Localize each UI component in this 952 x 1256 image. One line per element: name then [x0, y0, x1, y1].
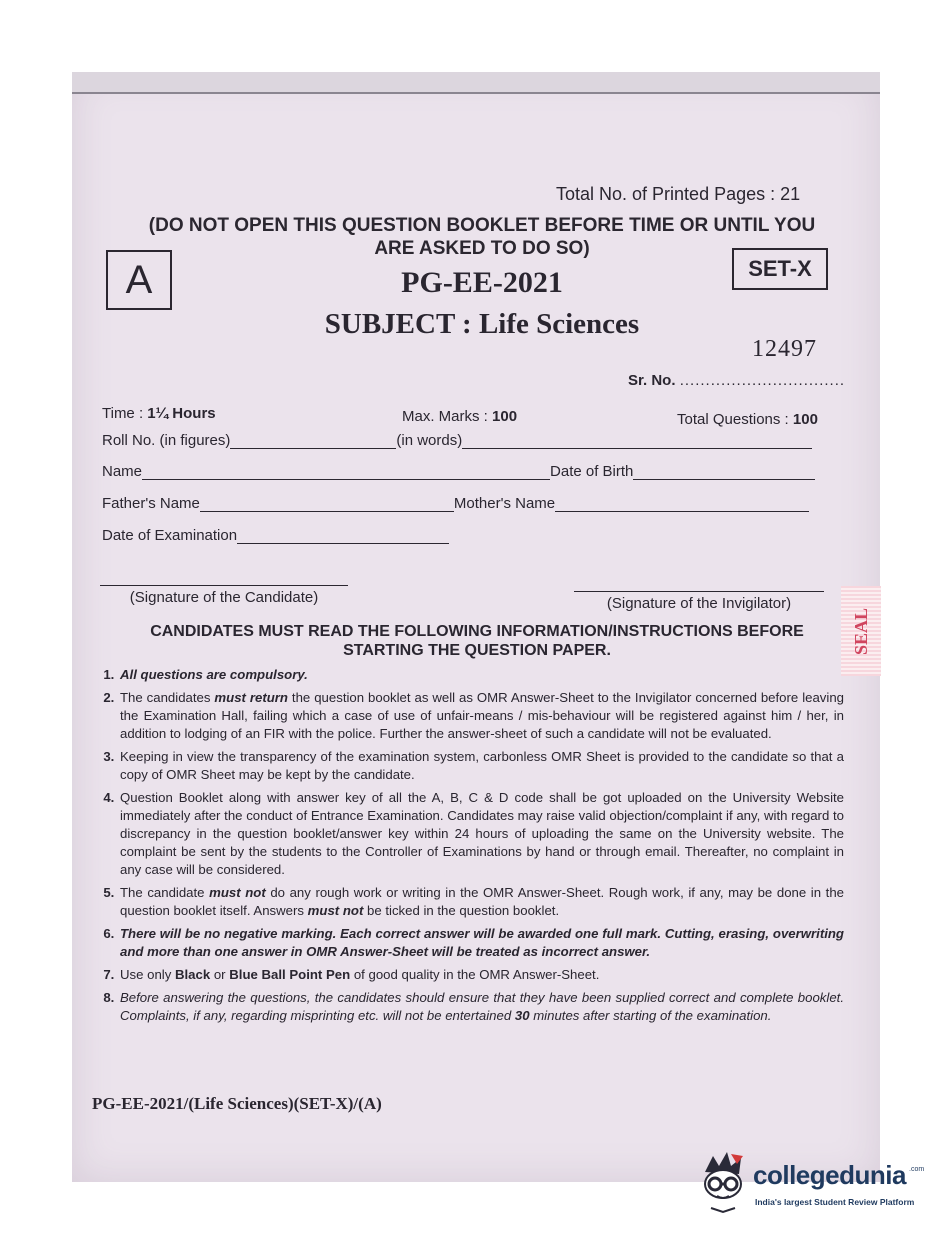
warning-line-2: ARE ASKED TO DO SO)	[374, 238, 590, 259]
total-questions-label: Total Questions :	[677, 411, 793, 428]
instructions-heading	[102, 622, 852, 660]
exam-date-field	[102, 527, 449, 544]
seal-stamp: SEAL	[841, 586, 881, 676]
instruction-5-d: must not	[307, 903, 364, 918]
roll-figures-label: Roll No. (in figures)	[102, 432, 231, 449]
roll-number-field	[102, 432, 828, 449]
instruction-7-e: of good quality in the OMR Answer-Sheet.	[350, 967, 600, 982]
father-label: Father's Name	[102, 495, 200, 512]
top-band	[72, 72, 880, 94]
instruction-4: 4. Question Booklet along with answer key of all the A, B, C & D code shall be got uploaded on the University Website immediately after the conduct of Entrance Examination. Candidates may raise valid objection/complaint if any, with regard to discrepancy in the question booklet/answer key within 24 hours of uploading the same on the University website. The complaint be sent by the students to the Controller of Examinations by hand or through email. Thereafter, no complaint in any case will be considered.	[118, 789, 844, 879]
instructions-heading-line-1: CANDIDATES MUST READ THE FOLLOWING INFORMATION/INSTRUCTIONS BEFORE	[150, 623, 804, 640]
instruction-6-text: There will be no negative marking. Each correct answer will be awarded one full mark. Cutting, erasing, overwriting and more than one answer in OMR Answer-Sheet will be treated as incorrect answer.	[120, 926, 844, 959]
instruction-5	[118, 884, 844, 920]
parents-field	[102, 495, 828, 512]
instruction-8-c: minutes after starting of the examination.	[529, 1008, 772, 1023]
sr-no	[628, 372, 845, 389]
sr-no-dots: ................................	[679, 372, 846, 389]
exam-date-line[interactable]	[237, 529, 449, 544]
instruction-1-text: All questions are compulsory.	[120, 667, 308, 682]
max-marks-field	[402, 408, 517, 425]
max-marks-value: 100	[492, 408, 518, 425]
instruction-7-a: Use only	[120, 967, 175, 982]
instruction-7-b: Black	[174, 967, 211, 982]
name-field	[102, 463, 828, 480]
question-booklet-page	[72, 72, 880, 1182]
instruction-1	[118, 666, 844, 684]
booklet-code-box: A	[106, 250, 172, 310]
father-line[interactable]	[200, 497, 454, 512]
brand-com: .com	[909, 1166, 925, 1173]
time-value: 1¼ Hours	[147, 405, 216, 422]
exam-title: PG-EE-2021	[401, 266, 563, 299]
instruction-2-c: the question booklet as well as OMR Answer-Sheet to the Invigilator concerned before leaving the Examination Hall, failing which a case of use of unfair-means / mis-behaviour will be registered against him / her, in addition to lodging of an FIR with the police. Further the answer-sheet of such a candidate will not be evaluated.	[120, 690, 844, 741]
collegedunia-watermark	[697, 1150, 927, 1220]
exam-date-label: Date of Examination	[102, 527, 238, 544]
dob-label: Date of Birth	[550, 463, 634, 480]
roll-words-line[interactable]	[462, 434, 812, 449]
candidate-signature[interactable]	[100, 585, 348, 606]
invigilator-signature[interactable]	[574, 591, 824, 612]
instruction-8	[118, 989, 844, 1025]
roll-words-label: (in words)	[396, 432, 463, 449]
instruction-2	[118, 689, 844, 743]
mother-label: Mother's Name	[453, 495, 556, 512]
instruction-5-c: do any rough work or writing in the OMR Answer-Sheet. Rough work, if any, may be done in the question booklet itself. Answers	[120, 885, 844, 918]
time-label: Time :	[102, 405, 148, 422]
candidate-signature-label: (Signature of the Candidate)	[129, 589, 319, 606]
instruction-3: 3. Keeping in view the transparency of the examination system, carbonless OMR Sheet is provided to the candidate so that a copy of OMR Sheet may be kept by the candidate.	[118, 748, 844, 784]
instruction-2-a: The candidates	[120, 690, 215, 705]
instructions-list	[96, 666, 844, 1030]
time-field	[102, 405, 216, 422]
roll-figures-line[interactable]	[230, 434, 396, 449]
name-line[interactable]	[142, 465, 550, 480]
instruction-5-e: be ticked in the question booklet.	[363, 903, 560, 918]
mascot-logo-icon	[697, 1150, 753, 1214]
instruction-2-b: must return	[214, 690, 288, 705]
mother-line[interactable]	[555, 497, 809, 512]
subject-title: SUBJECT : Life Sciences	[324, 308, 640, 340]
instruction-8-b: 30	[514, 1008, 530, 1023]
instruction-8-a: Before answering the questions, the candidates should ensure that they have been supplied correct and complete booklet. Complaints, if any, regarding misprinting etc. will not be entertained	[120, 990, 844, 1023]
warning-line-1: (DO NOT OPEN THIS QUESTION BOOKLET BEFORE TIME OR UNTIL YOU	[148, 215, 816, 236]
brand-name: collegedunia	[753, 1160, 906, 1190]
paper-code-footer: PG-EE-2021/(Life Sciences)(SET-X)/(A)	[92, 1094, 382, 1113]
instruction-7	[118, 966, 844, 984]
instructions-heading-line-2: STARTING THE QUESTION PAPER.	[343, 642, 611, 659]
dob-line[interactable]	[633, 465, 815, 480]
name-label: Name	[102, 463, 143, 480]
invigilator-signature-label: (Signature of the Invigilator)	[606, 595, 792, 612]
instruction-5-b: must not	[209, 885, 266, 900]
set-code-box: SET-X	[732, 248, 828, 290]
sr-no-label: Sr. No.	[628, 372, 676, 389]
brand-tagline: India's largest Student Review Platform	[755, 1197, 915, 1207]
total-questions-value: 100	[792, 411, 818, 428]
total-questions-field	[677, 411, 818, 428]
instruction-7-c: or	[210, 967, 230, 982]
total-pages: Total No. of Printed Pages : 21	[556, 184, 801, 204]
instruction-5-a: The candidate	[120, 885, 210, 900]
instruction-6	[118, 925, 844, 961]
instruction-7-d: Blue Ball Point Pen	[229, 967, 351, 982]
max-marks-label: Max. Marks :	[402, 408, 493, 425]
serial-number: 12497	[752, 336, 817, 362]
